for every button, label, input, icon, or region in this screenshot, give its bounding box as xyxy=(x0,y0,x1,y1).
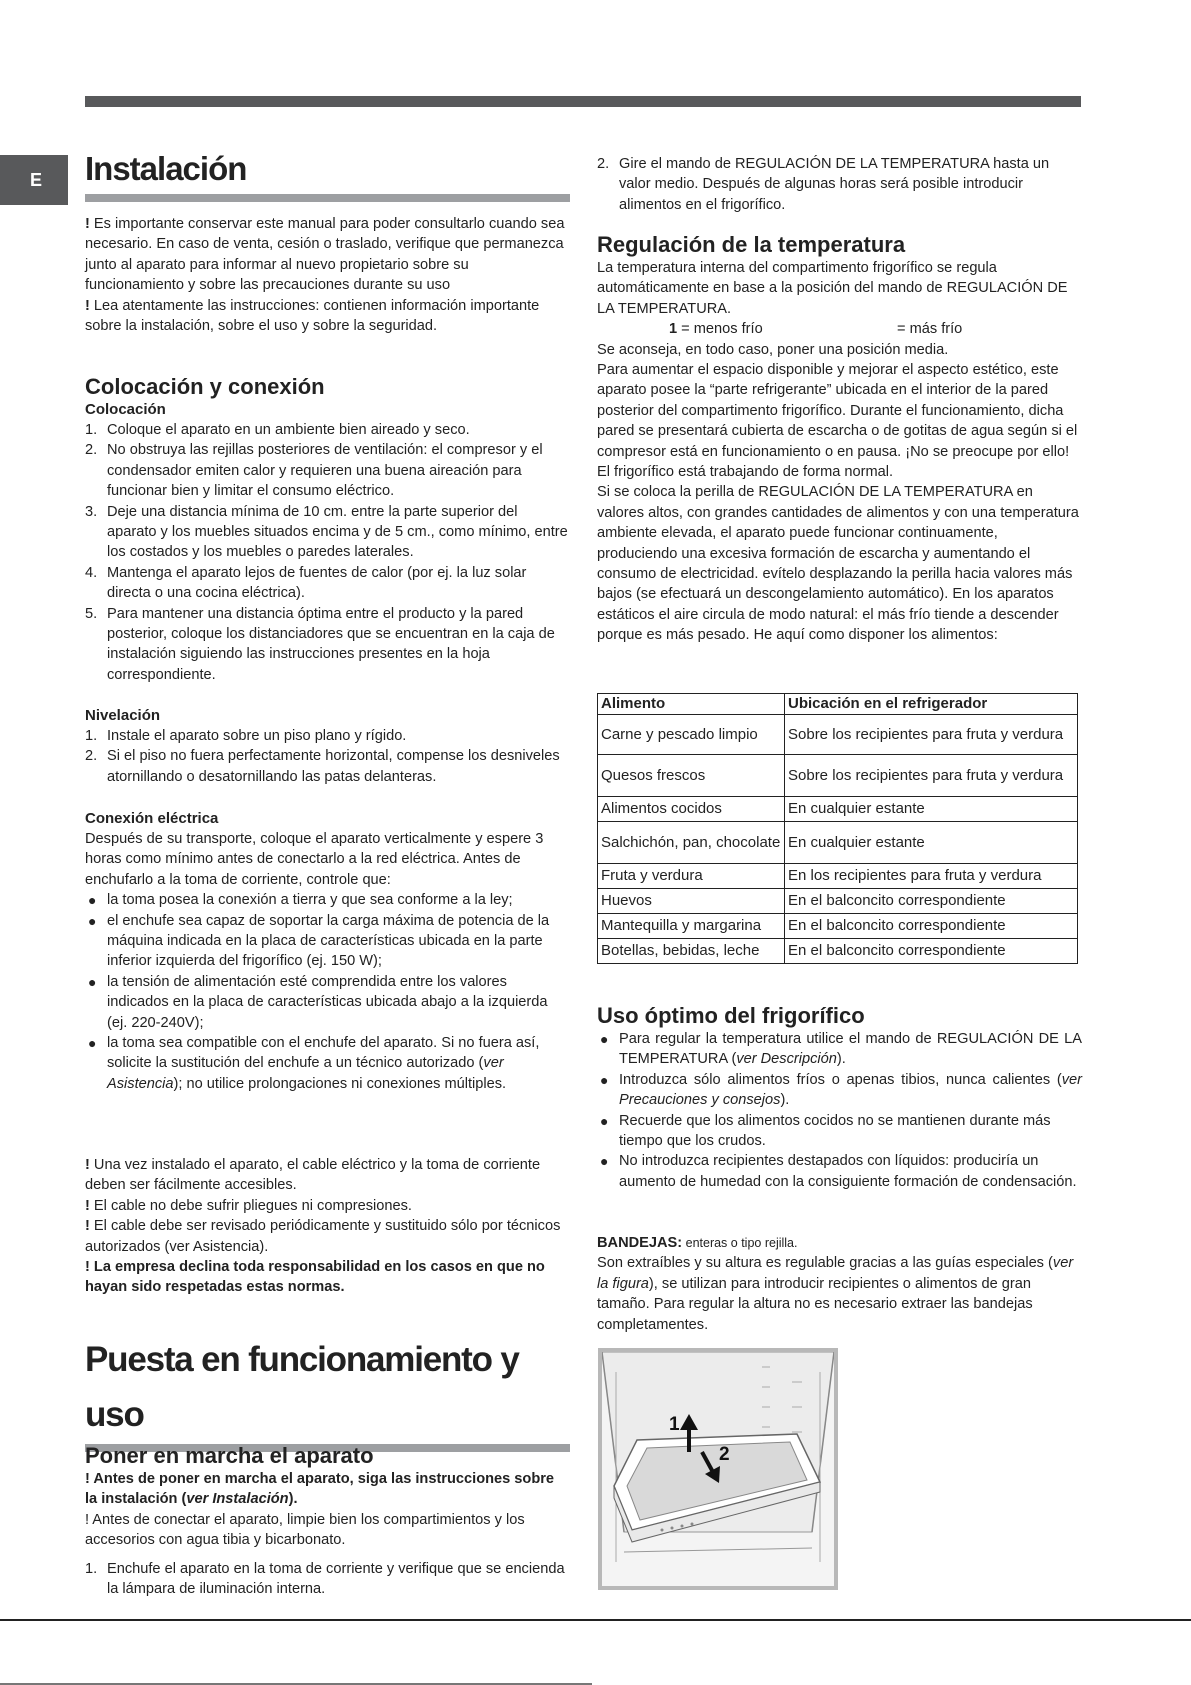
reg-paragraph-3: Para aumentar el espacio disponible y mejorar el aspecto estético, este aparato posee la “parte refrigerante” ubicada en el interior de la pared posterior del compartimento frigorífico. Durante el funcionamiento, dicha pared se presentará cubierta de escarcha o de gotitas de agua según si el compresor está en funcionamiento o en pausa. ¡No se preocupe por ello! El frigorífico está trabajando de forma normal. xyxy=(597,362,1078,481)
list-item: ● la tensión de alimentación esté comprendida entre los valores indicados en la placa de características ubicada abajo a la izquierda (ej. 220-240V); xyxy=(88,973,548,1031)
table-header: Ubicación en el refrigerador xyxy=(785,694,1078,715)
list-item: 1. Instale el aparato sobre un piso plano y rígido. xyxy=(85,728,407,744)
coloc-list xyxy=(85,420,570,685)
poner-note: ! Antes de conectar el aparato, limpie bien los compartimientos y los accesorios con agua tibia y bicarbonato. xyxy=(85,1511,525,1549)
list-item: ● el enchufe sea capaz de soportar la carga máxima de potencia de la máquina indicada en la placa de características ubicada en la parte inferior izquierda del frigorífico (ej. 150 W); xyxy=(88,912,550,970)
list-item: 2. Gire el mando de REGULACIÓN DE LA TEMPERATURA hasta un valor medio. Después de algunas horas será posible introducir alimentos en el frigorífico. xyxy=(597,156,1050,213)
list-item: 3. Deje una distancia mínima de 10 cm. entre la parte superior del aparato y los muebles situados encima y de 5 cm., como mínimo, entre los costados y los muebles o paredes laterales. xyxy=(85,503,568,561)
warning-3: El cable debe ser revisado periódicamente y sustituido sólo por técnicos autorizados (ver Asistencia). xyxy=(85,1218,561,1255)
intro-paragraph-2: Lea atentamente las instrucciones: contienen información importante sobre la instalación, sobre el uso y sobre la seguridad. xyxy=(85,297,540,335)
warning-2: El cable no debe sufrir pliegues ni compresiones. xyxy=(89,1197,412,1214)
list-item: ● la toma sea compatible con el enchufe del aparato. Si no fuera así, solicite la sustitución del enchufe a un técnico autorizado (ver Asistencia); no utilice prolongaciones ni conexiones múltiples. xyxy=(88,1035,540,1092)
list-item: 2. No obstruya las rejillas posteriores de ventilación: el compresor y el condensador emiten calor y requieren una buena aireación para funcionar bien y limitar el consumo eléctrico. xyxy=(85,442,543,500)
conex-section xyxy=(85,809,570,1094)
bandejas-section xyxy=(597,1233,1082,1335)
list-item: ● Para regular la temperatura utilice el mando de REGULACIÓN DE LA TEMPERATURA (ver Descripción). xyxy=(600,1031,1082,1068)
table-header-row xyxy=(598,694,1078,715)
table-row: Alimentos cocidos En cualquier estante xyxy=(598,797,1078,822)
food-table-wrap xyxy=(597,693,1078,964)
list-item: ● Recuerde que los alimentos cocidos no se mantienen durante más tiempo que los crudos. xyxy=(600,1112,1051,1150)
uso-title: Uso óptimo del frigorífico xyxy=(597,1003,865,1028)
install-title: Instalación xyxy=(85,150,247,187)
food-table xyxy=(597,693,1078,964)
shelf-illustration xyxy=(602,1352,834,1586)
uso-list xyxy=(597,1029,1082,1192)
list-item: 2. Si el piso no fuera perfectamente horizontal, compense los desniveles atornillando o desatornillando las patas delanteras. xyxy=(85,748,560,785)
list-item: 5. Para mantener una distancia óptima entre el producto y la pared posterior, coloque los distanciadores que se encuentran en la caja de instalación siguiendo las instrucciones presentes en la hoja correspondiente. xyxy=(85,605,555,683)
puesta-section xyxy=(85,1332,570,1452)
poner-title: Poner en marcha el aparato xyxy=(85,1443,374,1468)
table-row: Salchichón, pan, chocolate En cualquier estante xyxy=(598,822,1078,864)
conex-list xyxy=(85,890,570,1094)
bandejas-label: BANDEJAS: xyxy=(597,1235,683,1251)
conex-subtitle: Conexión eléctrica xyxy=(85,810,219,827)
bandejas-type: enteras o tipo rejilla. xyxy=(682,1236,798,1250)
warning-bold: ! La empresa declina toda responsabilidad en los casos en que no hayan sido respetadas estas normas. xyxy=(85,1259,545,1296)
shelf-figure xyxy=(598,1348,838,1590)
table-row: Quesos frescos Sobre los recipientes para fruta y verdura xyxy=(598,755,1078,797)
language-tab: E xyxy=(0,155,68,205)
bandejas-paragraph: Son extraíbles y su altura es regulable gracias a las guías especiales (ver la figura), se utilizan para introducir recipientes o alimentos de gran tamaño. Para regular la altura no es necesario extraer las bandejas completamentes. xyxy=(597,1255,1074,1333)
uso-section xyxy=(597,1003,1082,1192)
table-row: Huevos En el balconcito correspondiente xyxy=(598,889,1078,914)
reg-paragraph-4: Si se coloca la perilla de REGULACIÓN DE LA TEMPERATURA en valores altos, con grandes cantidades de alimentos y con una temperatura ambiente elevada, el aparato puede funcionar continuamente, produciendo una excesiva formación de escarcha y aumentando el consumo de electricidad. evítelo desplazando la perilla hacia valores más bajos (se efectuará un descongelamiento automático). En los aparatos estáticos el aire circula de modo natural: el más frío tiende a descender porque es más pesado. He aquí como disponer los alimentos: xyxy=(597,484,1079,644)
install-title-rule xyxy=(85,194,570,202)
table-header: Alimento xyxy=(598,694,785,715)
nivel-subtitle: Nivelación xyxy=(85,707,161,724)
figure-label-1: 1 xyxy=(669,1414,680,1435)
reg-paragraph-1: La temperatura interna del compartimento frigorífico se regula automáticamente en base a la posición del mando de REGULACIÓN DE LA TEMPERATURA. xyxy=(597,260,1068,317)
puesta-title: Puesta en funcionamiento y uso xyxy=(85,1340,519,1434)
reg-title: Regulación de la temperatura xyxy=(597,232,906,257)
warning-1: Una vez instalado el aparato, el cable eléctrico y la toma de corriente deben ser fácilmente accesibles. xyxy=(85,1157,541,1194)
install-section xyxy=(85,150,570,202)
reg-scale: 1 = menos frío = más frío xyxy=(669,321,963,338)
table-row: Fruta y verdura En los recipientes para fruta y verdura xyxy=(598,864,1078,889)
list-item: 1. Coloque el aparato en un ambiente bien aireado y seco. xyxy=(85,422,470,438)
nivel-section xyxy=(85,706,570,787)
list-item: 4. Mantenga el aparato lejos de fuentes de calor (por ej. la luz solar directa o una cocina eléctrica). xyxy=(85,564,527,602)
poner-bold-note: ! Antes de poner en marcha el aparato, siga las instrucciones sobre la instalación (ver Instalación). xyxy=(85,1471,555,1508)
intro-paragraph-1: Es importante conservar este manual para poder consultarlo cuando sea necesario. En caso de venta, cesión o traslado, verifique que permanezca junto al aparato para informar al nuevo propietario sobre su funcionamiento y sobre las precauciones durante su uso xyxy=(85,216,565,294)
figure-label-2: 2 xyxy=(719,1444,730,1465)
top-rule xyxy=(85,96,1081,107)
nivel-list xyxy=(85,726,570,787)
list-item: ● No introduzca recipientes destapados con líquidos: produciría un aumento de humedad con la consiguiente formación de condensación. xyxy=(600,1153,1077,1190)
conex-intro: Después de su transporte, coloque el aparato verticalmente y espere 3 horas como mínimo antes de conectarlo a la red eléctrica. Antes de enchufarlo a la toma de corriente, controle que: xyxy=(85,831,544,888)
list-item: 1. Enchufe el aparato en la toma de corriente y verifique que se encienda la lámpara de iluminación interna. xyxy=(85,1560,565,1598)
poner-list xyxy=(85,1559,570,1600)
intro-block: ! Es importante conservar este manual para poder consultarlo cuando sea necesario. En caso de venta, cesión o traslado, verifique que permanezca junto al aparato para informar al nuevo propietario sobre su funcionamiento y sobre las precauciones durante su uso ! Lea atentamente las instrucciones: contienen información importante sobre la instalación, sobre el uso y sobre la seguridad. xyxy=(85,216,565,335)
list-item: ● la toma posea la conexión a tierra y que sea conforme a la ley; xyxy=(88,892,513,909)
reg-section xyxy=(597,232,1082,646)
poner-continued xyxy=(597,154,1082,215)
table-row: Carne y pescado limpio Sobre los recipientes para fruta y verdura xyxy=(598,715,1078,755)
poner-list-continued xyxy=(597,154,1082,215)
reg-paragraph-2: Se aconseja, en todo caso, poner una posición media. xyxy=(597,341,949,358)
poner-section xyxy=(85,1443,570,1599)
list-item: ● Introduzca sólo alimentos fríos o apenas tibios, nunca calientes (ver Precauciones y consejos). xyxy=(600,1071,1082,1109)
table-row: Botellas, bebidas, leche En el balconcito correspondiente xyxy=(598,939,1078,964)
bottom-rule xyxy=(0,1619,1191,1621)
coloc-subtitle: Colocación xyxy=(85,401,166,418)
warnings-block: ! Una vez instalado el aparato, el cable eléctrico y la toma de corriente deben ser fácilmente accesibles. ! El cable no debe sufrir pliegues ni compresiones. ! El cable debe ser revisado periódicamente y sustituido sólo por técnicos autorizados (ver Asistencia). ! La empresa declina toda responsabilidad en los casos en que no hayan sido respetadas estas normas. xyxy=(85,1155,570,1298)
coloc-title: Colocación y conexión xyxy=(85,374,325,399)
coloc-section xyxy=(85,374,570,685)
table-row: Mantequilla y margarina En el balconcito correspondiente xyxy=(598,914,1078,939)
